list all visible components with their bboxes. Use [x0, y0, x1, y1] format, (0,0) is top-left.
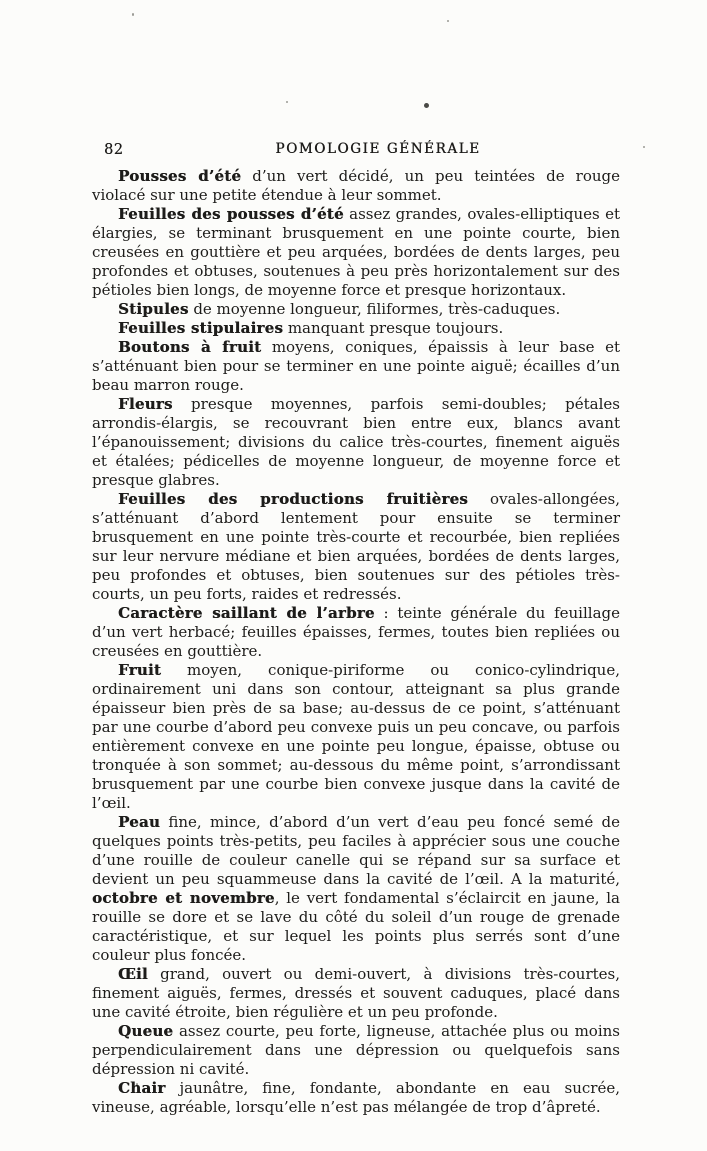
paragraph-13 — [92, 1079, 620, 1117]
paragraph-4 — [92, 319, 620, 338]
paragraph-text: moyen, conique-piriforme ou conico-cylindrique, ordinairement uni dans son contour, atteignant sa plus grande épaisseur bien près de sa base; au-dessus de ce point, s’atténuant par une courbe d’abord peu convexe puis un peu concave, ou parfois entièrement convexe en une pointe peu longue, épaisse, obtuse ou tronquée à son sommet; au-dessous du même point, s’arrondissant brusquement par une courbe bien convexe jusque dans la cavité de l’œil. — [92, 661, 620, 812]
paragraph-12 — [92, 1022, 620, 1079]
paragraph-lead: Caractère saillant de l’arbre — [118, 604, 375, 622]
paragraph-lead: Boutons à fruit — [118, 338, 262, 356]
paragraph-lead: Feuilles stipulaires — [118, 319, 284, 337]
paragraph-lead: Œil — [118, 965, 148, 983]
paragraph-3 — [92, 300, 620, 319]
scan-speck — [132, 13, 134, 16]
paragraph-lead: Feuilles des productions fruitières — [118, 490, 469, 508]
paragraph-lead: Fleurs — [118, 395, 173, 413]
scan-speck — [424, 103, 429, 108]
paragraph-lead: Feuilles des pousses d’été — [118, 205, 344, 223]
paragraph-text: assez courte, peu forte, ligneuse, attachée plus ou moins perpendiculairement dans une dépression ou quelquefois sans dépression ni cavité. — [92, 1022, 620, 1078]
paragraph-lead: Fruit — [118, 661, 162, 679]
paragraph-6 — [92, 395, 620, 490]
page-number: 82 — [104, 142, 124, 158]
paragraph-lead: Peau — [118, 813, 161, 831]
paragraph-text: fine, mince, d’abord d’un vert d’eau peu foncé semé de quelques points très-petits, peu faciles à apprécier sous une couche d’une rouille de couleur canelle qui se répand sur sa surface et devient un peu squammeuse dans la cavité de l’œil. A la maturité, — [92, 813, 620, 888]
paragraph-2 — [92, 205, 620, 300]
paragraph-5 — [92, 338, 620, 395]
running-head — [92, 141, 620, 161]
scan-speck — [447, 20, 449, 22]
paragraph-text: manquant presque toujours. — [283, 319, 504, 337]
paragraph-text: presque moyennes, parfois semi-doubles; pétales arrondis-élargis, se recouvrant bien entre eux, blancs avant l’épanouissement; divisions du calice très-courtes, finement aiguës et étalées; pédicelles de moyenne longueur, de moyenne force et presque glabres. — [92, 395, 620, 489]
paragraph-text: assez grandes, ovales-elliptiques et élargies, se terminant brusquement en une pointe courte, bien creusées en gouttière et peu arquées, bordées de dents larges, peu profondes et obtuses, soutenues à peu près horizontalement sur des pétioles bien longs, de moyenne force et presque horizontaux. — [92, 205, 621, 299]
paragraph-8 — [92, 604, 620, 661]
paragraph-lead: Pousses d’été — [118, 167, 242, 185]
paragraph-lead: Chair — [118, 1079, 166, 1097]
paragraph-text: , le vert fondamental s’éclaircit en jaune, la rouille se dore et se lave du côté du soleil d’un rouge de grenade caractéristique, et sur lequel les points plus serrés sont d’une couleur plus foncée. — [92, 889, 620, 964]
scan-speck — [286, 101, 288, 103]
paragraph-text: de moyenne longueur, filiformes, très-caduques. — [188, 300, 561, 318]
paragraph-text: jaunâtre, fine, fondante, abondante en eau sucrée, vineuse, agréable, lorsqu’elle n’est pas mélangée de trop d’âpreté. — [92, 1079, 620, 1116]
paragraph-text: : teinte générale du feuillage d’un vert herbacé; feuilles épaisses, fermes, toutes bien repliées ou creusées en gouttière. — [92, 604, 620, 660]
paragraph-9 — [92, 661, 620, 813]
paragraph-1 — [92, 167, 620, 205]
paragraph-lead: Queue — [118, 1022, 174, 1040]
paragraph-text: ovales-allongées, s’atténuant d’abord lentement pour ensuite se terminer brusquement en une pointe très-courte et recourbée, bien repliées sur leur nervure médiane et bien arquées, bordées de dents larges, peu profondes et obtuses, bien soutenues sur des pétioles très-courts, un peu forts, raides et redressés. — [92, 490, 620, 603]
paragraph-bold-run: octobre et novembre — [92, 889, 275, 907]
paragraph-10 — [92, 813, 620, 965]
paragraph-11 — [92, 965, 620, 1022]
paragraph-7 — [92, 490, 620, 604]
paragraph-text: d’un vert décidé, un peu teintées de rouge violacé sur une petite étendue à leur sommet. — [92, 167, 620, 204]
text-block — [92, 167, 620, 1117]
paragraph-text: grand, ouvert ou demi-ouvert, à divisions très-courtes, finement aiguës, fermes, dressés et souvent caduques, placé dans une cavité étroite, bien régulière et un peu profonde. — [92, 965, 620, 1021]
running-head-title: POMOLOGIE GÉNÉRALE — [275, 141, 481, 157]
scan-speck — [643, 146, 645, 148]
paragraph-text: moyens, coniques, épaissis à leur base et s’atténuant bien pour se terminer en une pointe aiguë; écailles d’un beau marron rouge. — [92, 338, 620, 394]
paragraph-lead: Stipules — [118, 300, 189, 318]
